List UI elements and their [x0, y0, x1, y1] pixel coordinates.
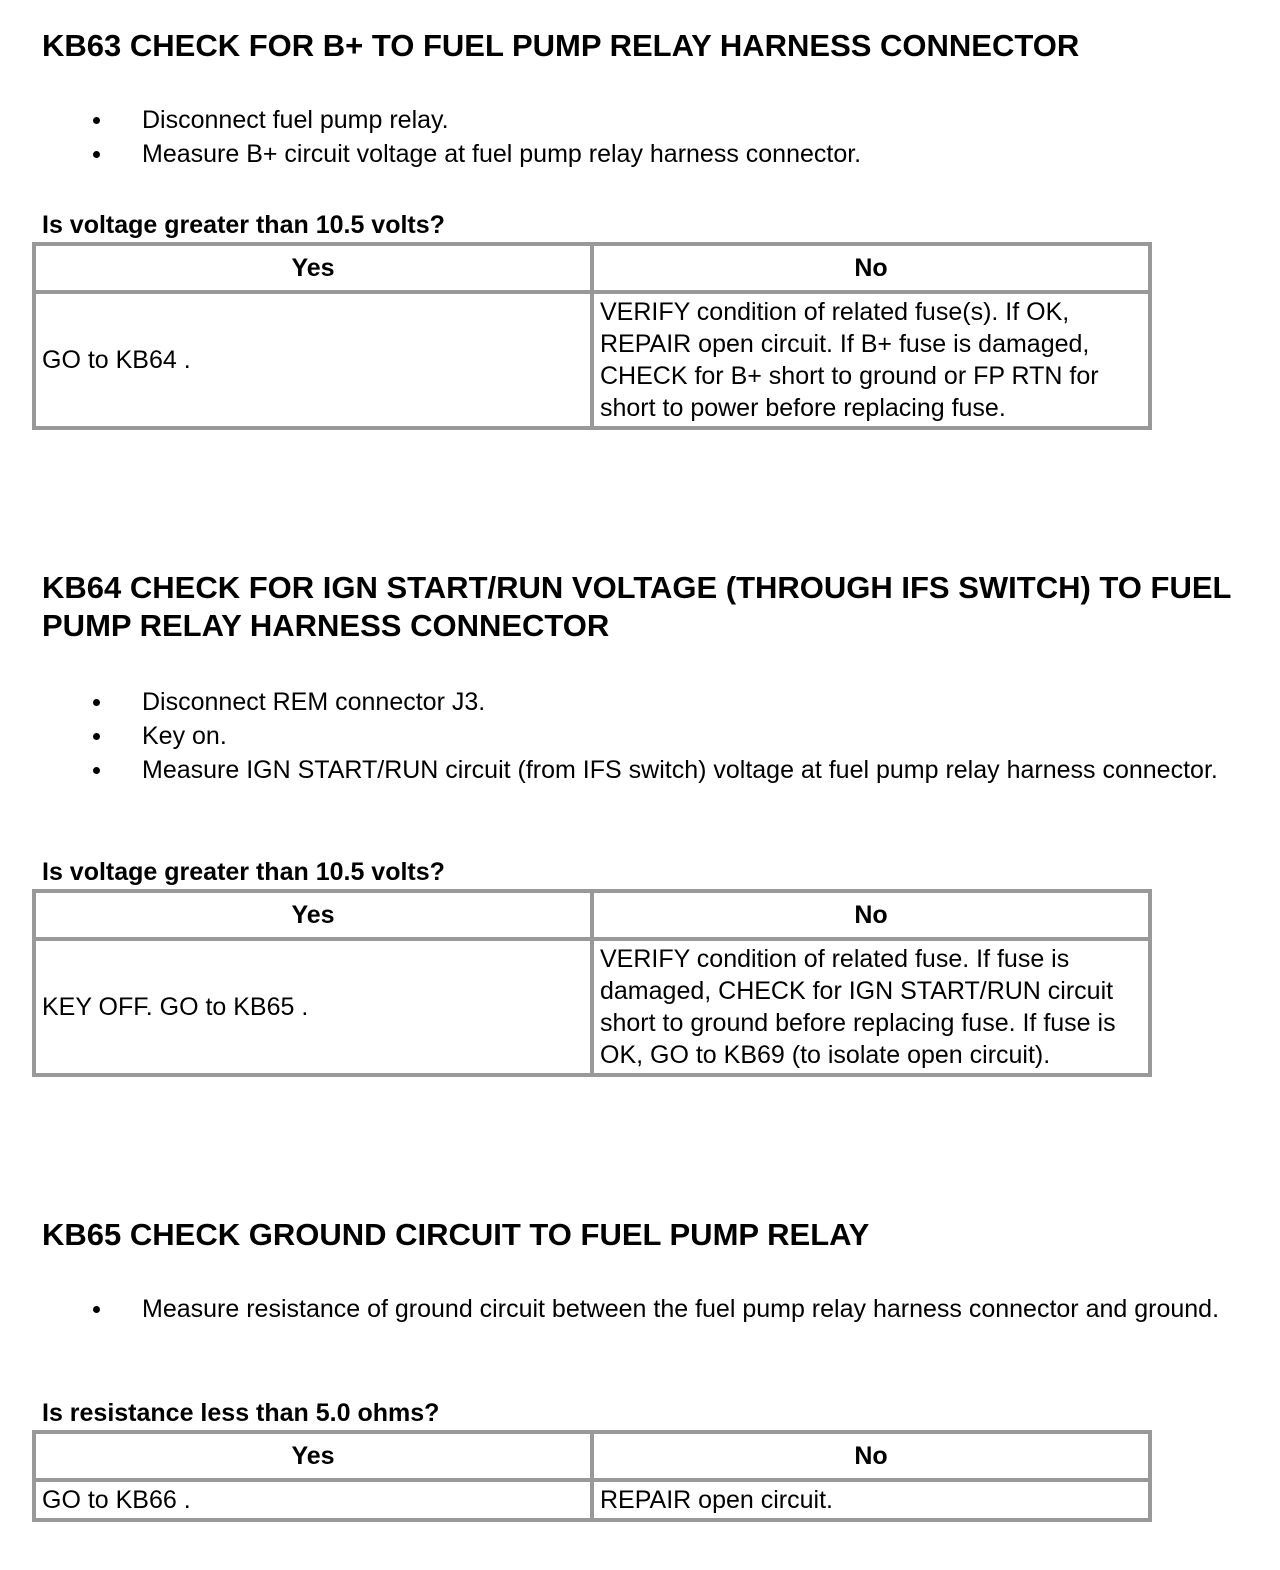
question: Is voltage greater than 10.5 volts?	[42, 211, 445, 239]
section-title: KB65 CHECK GROUND CIRCUIT TO FUEL PUMP RELAY	[42, 1217, 870, 1252]
table-header-row	[34, 891, 1150, 939]
section-kb64	[42, 569, 1242, 1069]
step-list	[42, 104, 861, 172]
step-item: Disconnect fuel pump relay.	[42, 104, 861, 136]
question: Is resistance less than 5.0 ohms?	[42, 1399, 440, 1427]
step-list	[42, 686, 1218, 788]
yes-header: Yes	[34, 891, 592, 939]
answer-table	[32, 1430, 1152, 1522]
step-item: Measure IGN START/RUN circuit (from IFS switch) voltage at fuel pump relay harness connector.	[42, 754, 1218, 786]
answer-table	[32, 889, 1152, 1077]
section-kb63	[42, 27, 1242, 422]
no-header: No	[592, 244, 1150, 292]
section-title: KB64 CHECK FOR IGN START/RUN VOLTAGE (THROUGH IFS SWITCH) TO FUEL PUMP RELAY HARNESS CONNECTOR	[42, 570, 1231, 643]
no-action: REPAIR open circuit.	[592, 1480, 1150, 1520]
no-header: No	[592, 1432, 1150, 1480]
step-item: Measure B+ circuit voltage at fuel pump relay harness connector.	[42, 138, 861, 170]
table-header-row	[34, 244, 1150, 292]
section-title: KB63 CHECK FOR B+ TO FUEL PUMP RELAY HARNESS CONNECTOR	[42, 28, 1080, 63]
yes-action: GO to KB64 .	[34, 292, 592, 428]
step-list	[42, 1293, 1219, 1327]
question: Is voltage greater than 10.5 volts?	[42, 858, 445, 886]
no-action: VERIFY condition of related fuse. If fuse is damaged, CHECK for IGN START/RUN circuit short to ground before replacing fuse. If fuse is OK, GO to KB69 (to isolate open circuit).	[592, 939, 1150, 1075]
step-item: Disconnect REM connector J3.	[42, 686, 1218, 718]
table-header-row	[34, 1432, 1150, 1480]
yes-header: Yes	[34, 1432, 592, 1480]
no-action: VERIFY condition of related fuse(s). If OK, REPAIR open circuit. If B+ fuse is damaged, CHECK for B+ short to ground or FP RTN for short to power before replacing fuse.	[592, 292, 1150, 428]
answer-table	[32, 242, 1152, 430]
table-row	[34, 292, 1150, 428]
no-header: No	[592, 891, 1150, 939]
section-kb65	[42, 1216, 1242, 1514]
yes-action: KEY OFF. GO to KB65 .	[34, 939, 592, 1075]
yes-header: Yes	[34, 244, 592, 292]
step-item: Measure resistance of ground circuit between the fuel pump relay harness connector and ground.	[42, 1293, 1219, 1325]
table-row	[34, 1480, 1150, 1520]
step-item: Key on.	[42, 720, 1218, 752]
yes-action: GO to KB66 .	[34, 1480, 592, 1520]
table-row	[34, 939, 1150, 1075]
